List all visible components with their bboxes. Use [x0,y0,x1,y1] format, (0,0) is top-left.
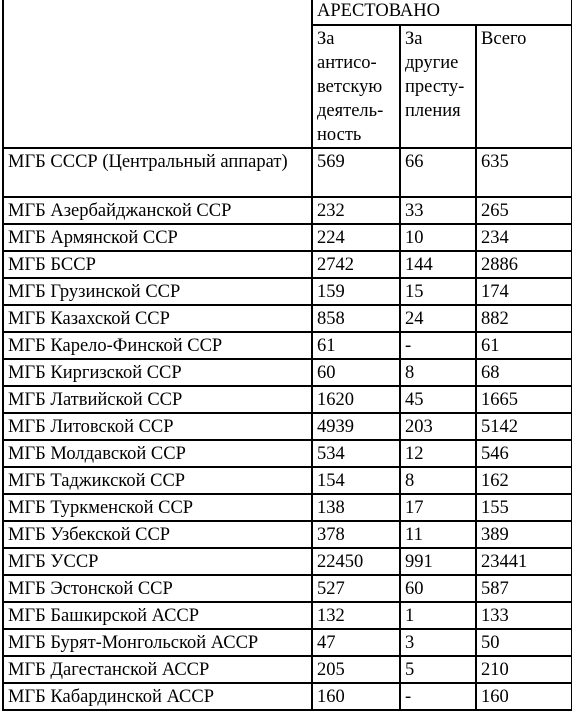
other-crimes-cell: 144 [400,251,476,278]
org-cell: МГБ Карело-Финской ССР [3,332,312,359]
anti-soviet-cell: 224 [312,224,400,251]
anti-soviet-cell: 61 [312,332,400,359]
other-crimes-cell: 66 [400,148,476,197]
org-cell: МГБ Узбекской ССР [3,521,312,548]
total-cell: 546 [476,440,572,467]
other-crimes-cell: - [400,332,476,359]
total-cell: 1665 [476,386,572,413]
header-line: антисо- [317,53,377,73]
org-cell: МГБ Армянской ССР [3,224,312,251]
other-crimes-cell: 60 [400,575,476,602]
table-row [3,602,572,629]
total-cell: 61 [476,332,572,359]
table-row [3,251,572,278]
org-cell: МГБ Туркменской ССР [3,494,312,521]
total-cell: 587 [476,575,572,602]
document-page [2,0,571,711]
other-crimes-cell: 5 [400,656,476,683]
header-line: ветскую [317,77,383,97]
header-group-row [3,0,572,25]
other-crimes-cell: - [400,683,476,710]
anti-soviet-cell: 527 [312,575,400,602]
other-crimes-cell: 33 [400,197,476,224]
table-row [3,575,572,602]
org-cell: МГБ Кабардинской АССР [3,683,312,710]
anti-soviet-cell: 4939 [312,413,400,440]
total-cell: 23441 [476,548,572,575]
other-crimes-cell: 17 [400,494,476,521]
org-cell: МГБ Молдавской ССР [3,440,312,467]
table-row [3,386,572,413]
org-cell: МГБ БССР [3,251,312,278]
table-row [3,656,572,683]
header-line: ность [317,125,362,145]
total-cell: 162 [476,467,572,494]
table-row [3,467,572,494]
table-row [3,683,572,710]
other-crimes-cell: 12 [400,440,476,467]
anti-soviet-cell: 132 [312,602,400,629]
org-cell: МГБ Киргизской ССР [3,359,312,386]
other-crimes-cell: 45 [400,386,476,413]
other-crimes-cell: 8 [400,467,476,494]
anti-soviet-cell: 22450 [312,548,400,575]
anti-soviet-cell: 858 [312,305,400,332]
table-body [3,0,572,710]
other-crimes-cell: 15 [400,278,476,305]
anti-soviet-cell: 60 [312,359,400,386]
org-cell: МГБ Дагестанской АССР [3,656,312,683]
org-cell: МГБ Таджикской ССР [3,467,312,494]
total-cell: 5142 [476,413,572,440]
total-cell: 68 [476,359,572,386]
total-cell: 133 [476,602,572,629]
header-anti-soviet [312,25,400,148]
anti-soviet-cell: 232 [312,197,400,224]
table-row [3,413,572,440]
header-line: другие [405,53,459,73]
total-cell: 155 [476,494,572,521]
table-row [3,548,572,575]
table-row [3,359,572,386]
other-crimes-cell: 10 [400,224,476,251]
table-row [3,629,572,656]
table-row [3,332,572,359]
header-empty-cell [3,0,312,148]
org-cell: МГБ Литовской ССР [3,413,312,440]
anti-soviet-cell: 47 [312,629,400,656]
other-crimes-cell: 991 [400,548,476,575]
table-row [3,148,572,197]
anti-soviet-cell: 154 [312,467,400,494]
table-row [3,521,572,548]
total-cell: 389 [476,521,572,548]
total-cell: 174 [476,278,572,305]
anti-soviet-cell: 534 [312,440,400,467]
other-crimes-cell: 11 [400,521,476,548]
org-cell: МГБ Башкирской АССР [3,602,312,629]
table-row [3,440,572,467]
header-total [476,25,572,148]
other-crimes-cell: 24 [400,305,476,332]
total-cell: 234 [476,224,572,251]
table-row [3,494,572,521]
other-crimes-cell: 8 [400,359,476,386]
anti-soviet-cell: 205 [312,656,400,683]
org-cell: МГБ Азербайджанской ССР [3,197,312,224]
anti-soviet-cell: 159 [312,278,400,305]
anti-soviet-cell: 160 [312,683,400,710]
table-row [3,224,572,251]
total-cell: 160 [476,683,572,710]
header-line: пления [405,101,461,121]
org-cell: МГБ Казахской ССР [3,305,312,332]
total-cell: 2886 [476,251,572,278]
header-group-label: АРЕСТОВАНО [312,0,572,25]
other-crimes-cell: 1 [400,602,476,629]
anti-soviet-cell: 378 [312,521,400,548]
anti-soviet-cell: 1620 [312,386,400,413]
table-row [3,305,572,332]
org-cell: МГБ Латвийской ССР [3,386,312,413]
org-cell: МГБ Бурят-Монгольской АССР [3,629,312,656]
header-line: За [317,29,335,49]
arrests-table [2,0,572,711]
org-cell: МГБ СССР (Центральный аппарат) [3,148,312,197]
total-cell: 210 [476,656,572,683]
anti-soviet-cell: 2742 [312,251,400,278]
total-cell: 635 [476,148,572,197]
other-crimes-cell: 3 [400,629,476,656]
anti-soviet-cell: 138 [312,494,400,521]
header-line: За [405,29,423,49]
other-crimes-cell: 203 [400,413,476,440]
org-cell: МГБ Эстонской ССР [3,575,312,602]
total-cell: 265 [476,197,572,224]
header-other-crimes [400,25,476,148]
header-line: деятель- [317,101,384,121]
org-cell: МГБ Грузинской ССР [3,278,312,305]
table-row [3,278,572,305]
header-line: престу- [405,77,465,97]
org-cell: МГБ УССР [3,548,312,575]
table-row [3,197,572,224]
total-cell: 50 [476,629,572,656]
header-line: Всего [481,29,527,49]
anti-soviet-cell: 569 [312,148,400,197]
total-cell: 882 [476,305,572,332]
